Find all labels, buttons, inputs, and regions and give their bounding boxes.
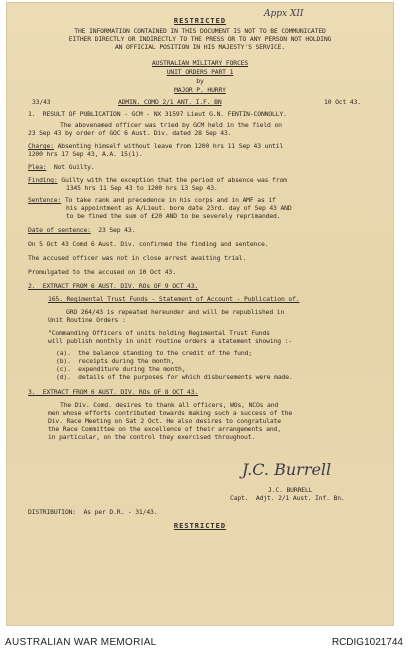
gro-line-1: GRO 264/43 is repeated hereunder and will be republished in xyxy=(66,308,285,316)
order-date: 10 Oct 43. xyxy=(324,98,361,106)
finding-text-1: Guilty with the exception that the period of absence was from xyxy=(57,176,287,184)
list-item: (d). details of the purposes for which disbursements were made. xyxy=(56,373,293,381)
document-page xyxy=(6,2,394,626)
sentence-text-2: his appointment as A/Lieut. bore date 23rd. day of Sep 43 AND xyxy=(66,204,292,212)
gro-line-2: Unit Routine Orders : xyxy=(48,316,126,324)
charge-text-2: 1200 hrs 17 Sep 43, A.A. 15(1). xyxy=(28,150,143,158)
by-line: by xyxy=(196,77,204,85)
sentence-text-3: to be fined the sum of £20 AND to be severely reprimanded. xyxy=(66,212,281,220)
thanks-line: Div. Race Meeting on Sat 2 Oct. He also desires to congratulate xyxy=(48,417,281,425)
arrest-line: The accused officer was not in close arrest awaiting trial. xyxy=(28,254,247,262)
caveat-line-1: THE INFORMATION CONTAINED IN THIS DOCUMENT IS NOT TO BE COMMUNICATED xyxy=(74,27,326,35)
archive-id: RCDIG1021744 xyxy=(331,637,403,648)
quote-line-1: "Commanding Officers of units holding Regimental Trust Funds xyxy=(48,329,270,337)
list-item: (b). receipts during the month, xyxy=(56,357,175,365)
thanks-line: The Div. Comd. desires to thank all officers, WOs, NCOs and xyxy=(60,401,279,409)
restricted-footer: RESTRICTED xyxy=(173,522,227,530)
distribution-line: DISTRIBUTION: As per D.R. - 31/43. xyxy=(28,508,158,516)
thanks-line: men whose efforts contributed towards making such a success of the xyxy=(48,409,293,417)
subitem-165-heading: 165. Regimental Trust Funds - Statement of Account - Publication of. xyxy=(48,295,300,303)
handwritten-appendix-ref: Appx XII xyxy=(264,9,304,19)
sentence-text-1: To take rank and precedence in his corps and in AMF as if xyxy=(61,196,276,204)
charge-text-1: Absenting himself without leave from 1200 hrs 11 Sep 43 until xyxy=(53,142,284,150)
sentence-label: Sentence: xyxy=(28,196,62,204)
date-of-sentence-text: 23 Sep 43. xyxy=(90,226,136,234)
signer-name: J.C. BURRELL xyxy=(268,486,313,494)
tried-line-2: 23 Sep 43 by order of GOC 6 Aust. Div. dated 28 Sep 43. xyxy=(28,129,232,137)
orders-title: UNIT ORDERS PART 1 xyxy=(166,68,234,76)
plea-label: Plea: xyxy=(28,163,47,171)
caveat-line-2: EITHER DIRECTLY OR INDIRECTLY TO THE PRESS OR TO ANY PERSON NOT HOLDING xyxy=(68,35,332,43)
item-1-heading: 1. RESULT OF PUBLICATION - GCM - NX 31597 Lieut G.N. FENTIN-CONNOLLY. xyxy=(28,110,287,118)
quote-line-2: will publish monthly in unit routine orders a statement showing :- xyxy=(48,337,293,345)
finding-text-2: 1345 hrs 11 Sep 43 to 1200 hrs 13 Sep 43. xyxy=(66,184,218,192)
signer-title: Capt. Adjt. 2/1 Aust. Inf. Bn. xyxy=(230,494,345,502)
archive-footer xyxy=(0,632,408,654)
commander-line: MAJOR P. HURRY xyxy=(174,86,226,94)
charge-label: Charge: xyxy=(28,142,54,150)
archive-name: AUSTRALIAN WAR MEMORIAL xyxy=(5,637,157,648)
promulgated-line: Promulgated to the accused on 10 Oct 43. xyxy=(28,268,176,276)
finding-label: Finding: xyxy=(28,176,58,184)
unit-line: ADMIN. COMD 2/1 ANT. I.F. BN xyxy=(118,98,222,106)
caveat-line-3: AN OFFICIAL POSITION IN HIS MAJESTY'S SERVICE. xyxy=(114,43,286,51)
item-2-heading: 2. EXTRACT FROM 6 AUST. DIV. ROs OF 9 OCT 43. xyxy=(28,282,199,290)
thanks-line: in particular, on the control they exercised throughout. xyxy=(48,433,256,441)
confirmation-line: On 5 Oct 43 Comd 6 Aust. Div. confirmed the finding and sentence. xyxy=(28,240,269,248)
list-item: (a). the balance standing to the credit of the fund; xyxy=(56,349,252,357)
force-title: AUSTRALIAN MILITARY FORCES xyxy=(151,59,249,67)
list-item: (c). expenditure during the month, xyxy=(56,365,186,373)
item-3-heading: 3. EXTRACT FROM 6 AUST. DIV. ROs OF 8 OCT 43. xyxy=(28,388,199,396)
thanks-line: the Race Committee on the excellence of their arrangements and, xyxy=(48,425,281,433)
reference-number: 33/43 xyxy=(32,98,51,106)
date-of-sentence-label: Date of sentence: xyxy=(28,226,91,234)
signature: J.C. Burrell xyxy=(242,460,332,479)
tried-line-1: The abovenamed officer was tried by GCM held in the field on xyxy=(60,121,282,129)
plea-text: Not Guilty. xyxy=(46,163,95,171)
restricted-header: RESTRICTED xyxy=(173,17,227,25)
